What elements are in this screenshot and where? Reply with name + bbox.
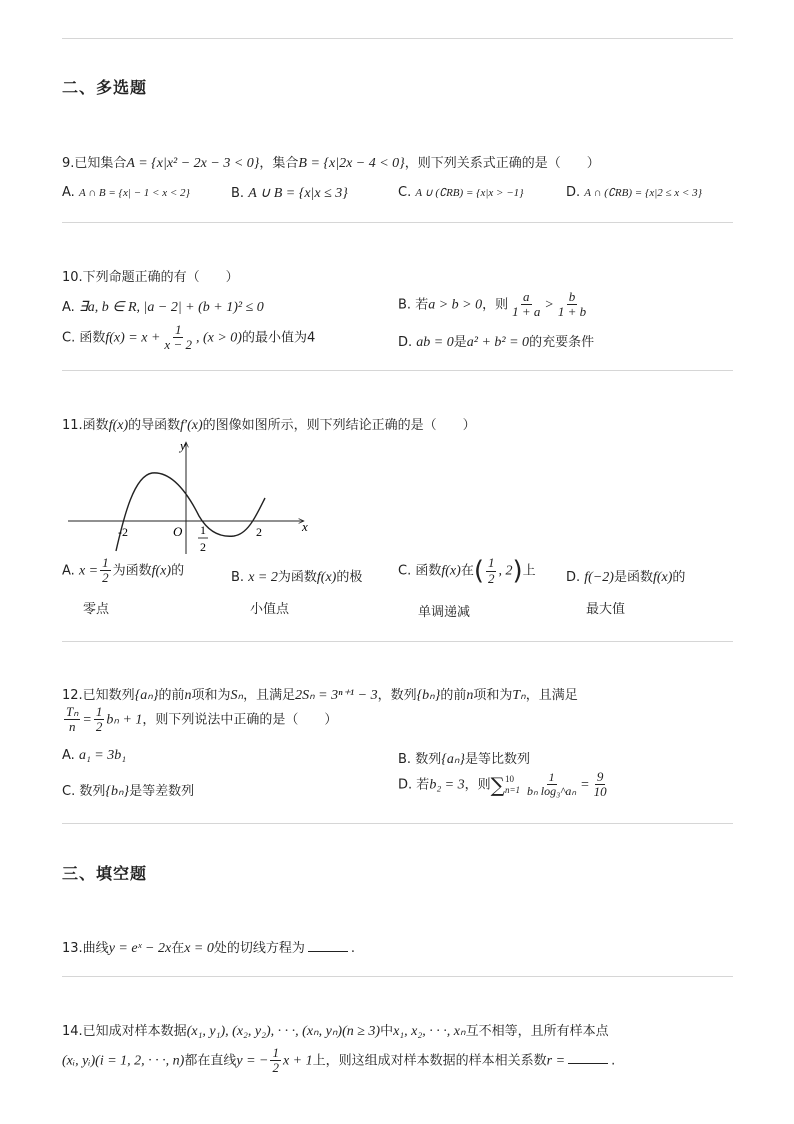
q10-option-c[interactable]: C. 函数f(x) = x + $\frac{1}{x - 2}$ , (x > 0)的最小值为4 (62, 322, 316, 353)
q14-stem-line2: (xᵢ, yᵢ)(i = 1, 2, · · ·, n)都在直线y = − $\frac{1}{2}$ x + 1上，则这组成对样本数据的样本相关系数r = . (62, 1045, 616, 1076)
fraction: $\frac{9}{10}$ (593, 769, 607, 800)
tick-label-half-num: 1 (200, 523, 206, 537)
tick-label-minus-2: -2 (118, 525, 128, 539)
q10-option-d[interactable]: D. ab = 0是a² + b² = 0的充要条件 (398, 335, 595, 350)
fraction: $\frac{1}{2}$ (102, 555, 109, 586)
q11-option-b-line2: 小值点 (250, 602, 290, 617)
section-title-fill-in: 三、填空题 (62, 864, 148, 883)
fraction: $\frac{b}{1 + b}$ (557, 289, 587, 320)
q14-stem-line1: 14.已知成对样本数据(x₁, y₁), (x₂, y₂), · · ·, (xₙ, yₙ)(n ≥ 3)中x₁, x₂, · · ·, xₙ互不相等，且所有样本点 (62, 1024, 609, 1039)
q9-option-b[interactable]: B. A ∪ B = {x|x ≤ 3} (231, 186, 348, 201)
fraction: $\frac{1}{x - 2}$ (164, 322, 192, 353)
x-axis-label: x (302, 519, 308, 534)
q12-stem-line2: $\frac{\text{Tₙ}}{n}$ = $\frac{1}{2}$ bₙ + 1，则下列说法中正确的是（ ） (66, 704, 338, 735)
section-title-multiple-choice: 二、多选题 (62, 78, 148, 97)
q11-stem: 11.函数f(x)的导函数f′(x)的图像如图所示，则下列结论正确的是（ ） (62, 418, 476, 433)
q12-option-b[interactable]: B. 数列{aₙ}是等比数列 (398, 752, 531, 767)
origin-label: O (173, 524, 183, 539)
q9-option-c[interactable]: C. A ∪ (∁RB) = {x|x > −1} (398, 185, 524, 200)
derivative-graph (62, 436, 318, 558)
divider-q9 (62, 222, 733, 223)
derivative-curve (116, 473, 265, 551)
divider-top (62, 38, 733, 39)
q9-stem: 9.已知集合A = {x|x² − 2x − 3 < 0}，集合B = {x|2x − 4 < 0}，则下列关系式正确的是（ ） (62, 156, 600, 171)
fraction: $\frac{a}{1 + a}$ (512, 289, 541, 320)
q10-stem: 10.下列命题正确的有（ ） (62, 270, 239, 285)
set-a: A = {x|x² − 2x − 3 < 0} (126, 156, 260, 171)
fraction: $\frac{1}{2}$ (272, 1045, 279, 1076)
q10-option-a[interactable]: A. ∃a, b ∈ R, |a − 2| + (b + 1)² ≤ 0 (62, 300, 264, 315)
q11-option-c[interactable]: C. 函数f(x)在( $\frac{1}{2}$ , 2)上 (398, 555, 536, 586)
set-b: B = {x|2x − 4 < 0} (298, 156, 405, 171)
q10-option-b[interactable]: B. 若a > b > 0，则 $\frac{a}{1 + a}$ > $\frac{b}{1 + b}$ (398, 289, 587, 320)
q11-option-a[interactable]: A. x = $\frac{1}{2}$ 为函数f(x)的 (62, 555, 185, 586)
divider-q10 (62, 370, 733, 371)
tick-label-2: 2 (256, 525, 262, 539)
divider-q11 (62, 641, 733, 642)
divider-q12 (62, 823, 733, 824)
q11-option-b[interactable]: B. x = 2为函数f(x)的极 (231, 570, 363, 585)
answer-blank[interactable] (568, 1063, 608, 1064)
q13-stem: 13.曲线y = eˣ − 2x在x = 0处的切线方程为 . (62, 941, 356, 956)
divider-q13 (62, 976, 733, 977)
q12-option-a[interactable]: A. a₁ = 3b₁ (62, 748, 127, 763)
q12-option-d[interactable]: D. 若b₂ = 3，则∑ 10 n=1 $\frac{1}{\text{bₙ log₃\textasciicircum{}aₙ}}$ = $\frac{9}{10}$ (398, 769, 607, 800)
y-axis-label: y (180, 438, 186, 453)
q11-option-c-line2: 单调递减 (418, 605, 471, 620)
answer-blank[interactable] (308, 951, 348, 952)
q9-option-d[interactable]: D. A ∩ (∁RB) = {x|2 ≤ x < 3} (566, 185, 702, 200)
fraction: $\frac{\text{Tₙ}}{n}$ (66, 704, 79, 735)
q12-stem-line1: 12.已知数列{aₙ}的前n项和为Sₙ，且满足2Sₙ = 3ⁿ⁺¹ − 3，数列{bₙ}的前n项和为Tₙ，且满足 (62, 688, 578, 703)
fraction: $\frac{1}{2}$ (487, 555, 495, 586)
fraction: $\frac{1}{\text{bₙ log₃\textasciicircum{}aₙ}}$ (527, 770, 577, 799)
q9-option-a[interactable]: A. A ∩ B = {x| − 1 < x < 2} (62, 185, 190, 200)
q12-option-c[interactable]: C. 数列{bₙ}是等差数列 (62, 784, 195, 799)
tick-label-half-den: 2 (200, 540, 206, 554)
q11-option-a-line2: 零点 (83, 602, 110, 617)
fraction: $\frac{1}{2}$ (95, 704, 103, 735)
q11-option-d-line2: 最大值 (586, 602, 626, 617)
q11-option-d[interactable]: D. f(−2)是函数f(x)的 (566, 570, 686, 585)
